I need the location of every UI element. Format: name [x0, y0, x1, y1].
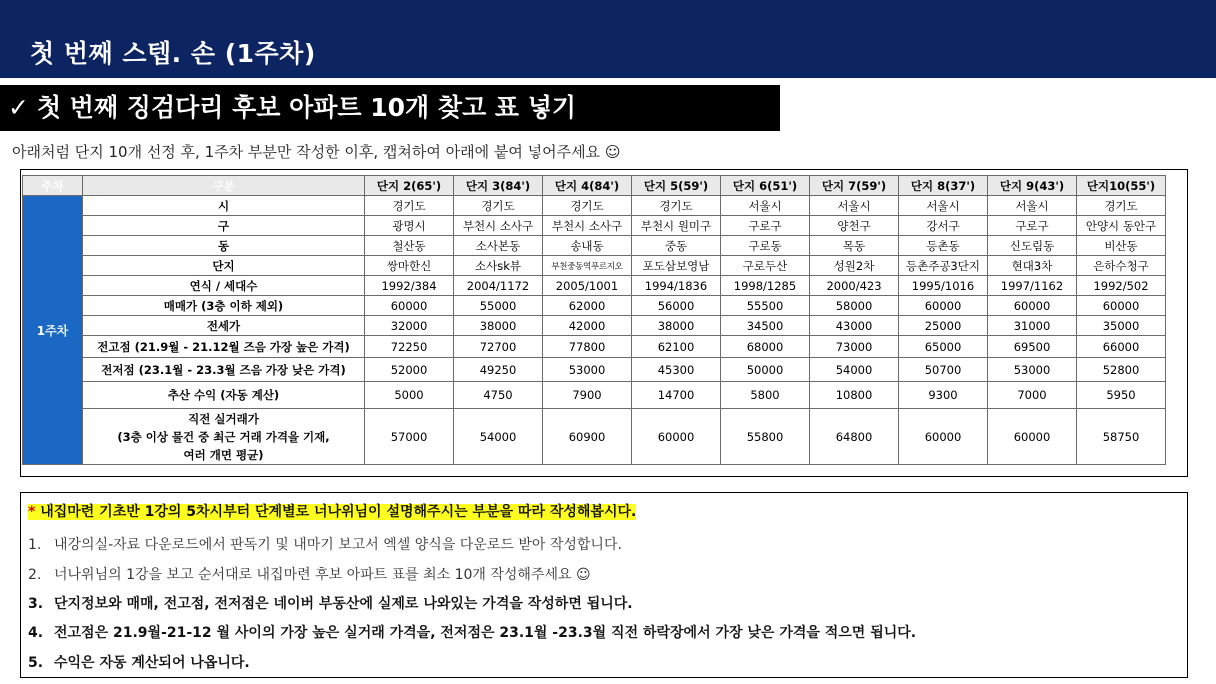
table-cell: 64800 [810, 409, 899, 465]
banner-text: 첫 번째 징검다리 후보 아파트 10개 찾고 표 넣기 [36, 93, 577, 122]
table-cell: 양천구 [810, 216, 899, 236]
table-row [23, 236, 1166, 256]
table-cell: 구로동 [721, 236, 810, 256]
instruction-subtitle: 아래처럼 단지 10개 선정 후, 1주차 부분만 작성한 이후, 캡쳐하여 아래에 붙여 넣어주세요 ☺ [12, 143, 621, 161]
table-header-row [23, 176, 1166, 196]
page-title: 첫 번째 스텝. 손 (1주차) [30, 39, 316, 68]
apartment-candidate-table [22, 175, 1166, 465]
table-row [23, 316, 1166, 336]
table-cell: 부천중동역푸르지오 [543, 256, 632, 276]
row-label: 전저점 (23.1월 - 23.3월 즈음 가장 낮은 가격) [83, 358, 365, 382]
highlight-rest-text: 설명해주시는 부분을 따라 작성해봅시다. [381, 504, 637, 520]
table-cell: 60000 [988, 296, 1077, 316]
table-cell: 25000 [899, 316, 988, 336]
highlight-note [28, 501, 636, 521]
column-header: 단지 8(37') [899, 176, 988, 196]
table-cell: 57000 [365, 409, 454, 465]
header-rule [0, 74, 1216, 78]
table-cell: 강서구 [899, 216, 988, 236]
table-cell: 2004/1172 [454, 276, 543, 296]
table-cell: 60000 [899, 296, 988, 316]
table-row [23, 296, 1166, 316]
header-week: 주차 [23, 176, 83, 196]
table-row [23, 216, 1166, 236]
table-cell: 73000 [810, 336, 899, 358]
header-category: 구분 [83, 176, 365, 196]
table-cell: 1997/1162 [988, 276, 1077, 296]
table-cell: 성원2차 [810, 256, 899, 276]
note-item-1: 1. 내강의실-자료 다운로드에서 판독기 및 내마기 보고서 엑셀 양식을 다운로드 받아 작성합니다. [28, 537, 622, 553]
row-label [83, 409, 365, 465]
row-label: 시 [83, 196, 365, 216]
table-cell: 1994/1836 [632, 276, 721, 296]
table-cell: 60000 [1077, 296, 1166, 316]
table-row [23, 358, 1166, 382]
table-cell: 구로구 [988, 216, 1077, 236]
table-row [23, 196, 1166, 216]
table-cell: 52000 [365, 358, 454, 382]
row-label: 추산 수익 (자동 계산) [83, 382, 365, 409]
table-cell: 서울시 [810, 196, 899, 216]
table-cell: 14700 [632, 382, 721, 409]
table-row [23, 256, 1166, 276]
table-cell: 60000 [365, 296, 454, 316]
table-cell: 부천시 소사구 [543, 216, 632, 236]
table-row [23, 382, 1166, 409]
table-cell: 7000 [988, 382, 1077, 409]
table-cell: 1992/384 [365, 276, 454, 296]
column-header: 단지 2(65') [365, 176, 454, 196]
highlight-prefix: * [28, 504, 41, 520]
table-cell: 포도삼보영남 [632, 256, 721, 276]
row-label-line: 직전 실거래가 [188, 411, 259, 426]
table-cell: 현대3차 [988, 256, 1077, 276]
table-cell: 58000 [810, 296, 899, 316]
table-cell: 경기도 [365, 196, 454, 216]
table-row [23, 409, 1166, 465]
row-label-line: (3층 이상 물건 중 최근 거래 가격을 기재, [117, 429, 330, 444]
table-cell: 52800 [1077, 358, 1166, 382]
table-cell: 53000 [543, 358, 632, 382]
table-cell: 43000 [810, 316, 899, 336]
table-cell: 광명시 [365, 216, 454, 236]
table-cell: 경기도 [543, 196, 632, 216]
table-cell: 부천시 원미구 [632, 216, 721, 236]
table-row [23, 336, 1166, 358]
table-cell: 45300 [632, 358, 721, 382]
table-cell: 60000 [988, 409, 1077, 465]
table-cell: 1995/1016 [899, 276, 988, 296]
table-cell: 철산동 [365, 236, 454, 256]
table-cell: 송내동 [543, 236, 632, 256]
column-header: 단지 5(59') [632, 176, 721, 196]
table-cell: 54000 [454, 409, 543, 465]
table-cell: 32000 [365, 316, 454, 336]
table-cell: 서울시 [988, 196, 1077, 216]
row-label: 단지 [83, 256, 365, 276]
row-label: 동 [83, 236, 365, 256]
table-cell: 55500 [721, 296, 810, 316]
header-bar [0, 0, 1216, 78]
table-cell: 1998/1285 [721, 276, 810, 296]
table-cell: 69500 [988, 336, 1077, 358]
table-cell: 50000 [721, 358, 810, 382]
table-cell: 5000 [365, 382, 454, 409]
table-cell: 2000/423 [810, 276, 899, 296]
table-row [23, 276, 1166, 296]
column-header: 단지 6(51') [721, 176, 810, 196]
week-label: 1주차 [23, 196, 83, 465]
table-cell: 구로구 [721, 216, 810, 236]
highlight-red-text: 내집마련 기초반 1강의 5차시부터 단계별로 너나위님이 [40, 504, 382, 520]
table-cell: 소사sk뷰 [454, 256, 543, 276]
row-label: 구 [83, 216, 365, 236]
table-cell: 50700 [899, 358, 988, 382]
table-cell: 비산동 [1077, 236, 1166, 256]
table-cell: 31000 [988, 316, 1077, 336]
row-label: 연식 / 세대수 [83, 276, 365, 296]
table-cell: 56000 [632, 296, 721, 316]
table-cell: 중동 [632, 236, 721, 256]
table-cell: 서울시 [899, 196, 988, 216]
table-cell: 35000 [1077, 316, 1166, 336]
table-cell: 등촌주공3단지 [899, 256, 988, 276]
table-cell: 경기도 [632, 196, 721, 216]
table-cell: 34500 [721, 316, 810, 336]
table-cell: 신도림동 [988, 236, 1077, 256]
table-cell: 66000 [1077, 336, 1166, 358]
table-cell: 77800 [543, 336, 632, 358]
table-cell: 38000 [454, 316, 543, 336]
note-item-4: 4. 전고점은 21.9월-21-12 월 사이의 가장 높은 실거래 가격을, 전저점은 23.1월 -23.3월 직전 하락장에서 가장 낮은 가격을 적으면 됩니다. [28, 625, 917, 641]
row-label: 전고점 (21.9월 - 21.12월 즈음 가장 높은 가격) [83, 336, 365, 358]
table-cell: 60000 [899, 409, 988, 465]
table-cell: 소사본동 [454, 236, 543, 256]
table-cell: 2005/1001 [543, 276, 632, 296]
table-cell: 65000 [899, 336, 988, 358]
row-label: 전세가 [83, 316, 365, 336]
table-cell: 경기도 [1077, 196, 1166, 216]
table-cell: 62000 [543, 296, 632, 316]
table-cell: 안양시 동안구 [1077, 216, 1166, 236]
table-cell: 55800 [721, 409, 810, 465]
note-item-3: 3. 단지정보와 매매, 전고점, 전저점은 네이버 부동산에 실제로 나와있는 가격을 작성하면 됩니다. [28, 596, 633, 612]
note-item-5: 5. 수익은 자동 계산되어 나옵니다. [28, 655, 250, 671]
table-cell: 58750 [1077, 409, 1166, 465]
table-cell: 68000 [721, 336, 810, 358]
table-cell: 54000 [810, 358, 899, 382]
table-cell: 55000 [454, 296, 543, 316]
row-label-line: 여러 개면 평균) [183, 447, 264, 462]
table-cell: 구로두산 [721, 256, 810, 276]
note-item-2: 2. 너나위님의 1강을 보고 순서대로 내집마련 후보 아파트 표를 최소 10개 작성해주세요 ☺ [28, 567, 591, 583]
table-cell: 9300 [899, 382, 988, 409]
row-label: 매매가 (3층 이하 제외) [83, 296, 365, 316]
column-header: 단지 3(84') [454, 176, 543, 196]
checkmark-icon: ✓ [8, 93, 29, 122]
table-cell: 10800 [810, 382, 899, 409]
table-cell: 7900 [543, 382, 632, 409]
table-cell: 부천시 소사구 [454, 216, 543, 236]
table-cell: 경기도 [454, 196, 543, 216]
column-header: 단지 9(43') [988, 176, 1077, 196]
table-cell: 쌍마한신 [365, 256, 454, 276]
table-cell: 5800 [721, 382, 810, 409]
table-cell: 목동 [810, 236, 899, 256]
table-cell: 62100 [632, 336, 721, 358]
table-cell: 60900 [543, 409, 632, 465]
section-banner [0, 85, 780, 131]
table-cell: 1992/502 [1077, 276, 1166, 296]
table-cell: 서울시 [721, 196, 810, 216]
table-cell: 72700 [454, 336, 543, 358]
column-header: 단지10(55') [1077, 176, 1166, 196]
table-cell: 은하수청구 [1077, 256, 1166, 276]
table-cell: 38000 [632, 316, 721, 336]
table-cell: 5950 [1077, 382, 1166, 409]
table-cell: 42000 [543, 316, 632, 336]
table-cell: 53000 [988, 358, 1077, 382]
table-cell: 72250 [365, 336, 454, 358]
table-cell: 등촌동 [899, 236, 988, 256]
table-cell: 60000 [632, 409, 721, 465]
table-cell: 4750 [454, 382, 543, 409]
column-header: 단지 4(84') [543, 176, 632, 196]
table-cell: 49250 [454, 358, 543, 382]
column-header: 단지 7(59') [810, 176, 899, 196]
